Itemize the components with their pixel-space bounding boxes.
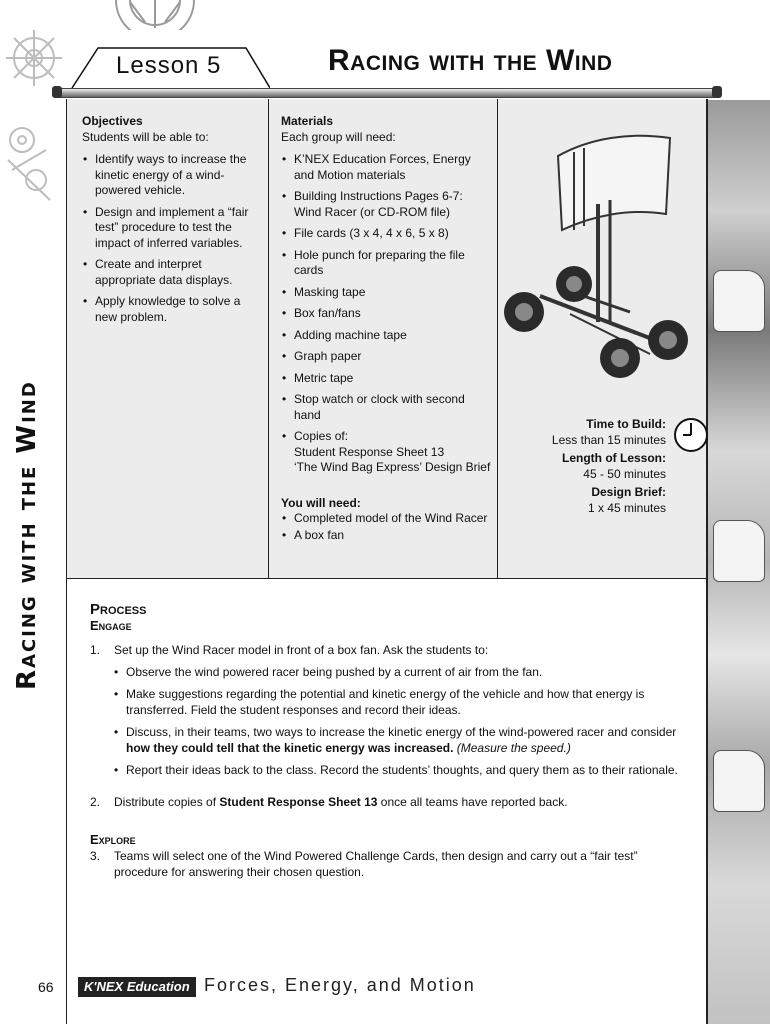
rod-end-right	[712, 86, 722, 98]
objectives-intro: Students will be able to:	[82, 129, 209, 144]
list-item: • Make suggestions regarding the potential and kinetic energy of the vehicle and how that energy is transferred. Field the student responses and record their ideas.	[114, 686, 690, 718]
list-item: • A box fan	[281, 528, 491, 544]
list-item: • File cards (3 x 4, 4 x 6, 5 x 8)	[281, 226, 491, 242]
list-item: • Identify ways to increase the kinetic energy of a wind-powered vehicle.	[82, 152, 262, 199]
process-heading: Process	[90, 601, 147, 618]
list-item: • Report their ideas back to the class. Record the students’ thoughts, and query them as to their rationale.	[114, 762, 690, 778]
design-brief-label: Design Brief:	[591, 485, 666, 499]
bullet-bold-text: how they could tell that the kinetic energy was increased.	[126, 741, 454, 755]
materials-intro: Each group will need:	[281, 129, 396, 144]
list-item: • Masking tape	[281, 285, 491, 301]
length-of-lesson-label: Length of Lesson:	[562, 451, 666, 465]
engage-heading: Engage	[90, 618, 132, 633]
race-car-photo-strip	[707, 100, 770, 1024]
length-of-lesson-value: 45 - 50 minutes	[583, 467, 666, 481]
objectives-heading: Objectives	[82, 114, 143, 128]
step-text: Teams will select one of the Wind Powered Challenge Cards, then design and carry out a “fair test” procedure for answering their chosen question.	[114, 849, 638, 879]
list-item: • Design and implement a “fair test” procedure to test the impact of inferred variables.	[82, 205, 262, 252]
step-1-bullets	[114, 664, 690, 778]
bullet-text: Discuss, in their teams, two ways to increase the kinetic energy of the wind-powered racer and consider	[126, 725, 677, 739]
process-section	[90, 602, 690, 880]
column-divider	[268, 99, 269, 579]
materials-section	[281, 114, 491, 544]
step-text: once all teams have reported back.	[377, 795, 568, 809]
clock-icon	[673, 417, 709, 453]
list-item: • Hole punch for preparing the file cards	[281, 248, 491, 279]
list-item: • Graph paper	[281, 349, 491, 365]
list-item: • Adding machine tape	[281, 328, 491, 344]
bullet-italic-text: (Measure the speed.)	[453, 741, 571, 755]
copies-line-2: ‘The Wind Bag Express’ Design Brief	[294, 460, 491, 474]
list-item: • Metric tape	[281, 371, 491, 387]
page-number: 66	[38, 979, 54, 995]
step-text: Set up the Wind Racer model in front of a box fan. Ask the students to:	[114, 643, 489, 657]
header-rod	[56, 88, 720, 98]
list-item: • Completed model of the Wind Racer	[281, 511, 491, 527]
step-number: 2.	[90, 795, 101, 809]
list-item-copies	[281, 429, 491, 476]
time-to-build-label: Time to Build:	[586, 417, 666, 431]
page-left-border	[66, 99, 67, 1024]
wheel-icon	[110, 0, 200, 30]
materials-heading: Materials	[281, 114, 334, 128]
copies-line-1: Student Response Sheet 13	[294, 444, 445, 459]
step-number: 1.	[90, 643, 101, 657]
lesson-label: Lesson 5	[116, 52, 222, 79]
time-to-build-value: Less than 15 minutes	[551, 433, 666, 447]
list-item: • Box fan/fans	[281, 306, 491, 322]
book-title: Forces, Energy, and Motion	[204, 975, 476, 995]
list-item: • Observe the wind powered racer being pushed by a current of air from the fan.	[114, 664, 690, 680]
list-item: • Create and interpret appropriate data displays.	[82, 257, 262, 288]
list-item: • Apply knowledge to solve a new problem.	[82, 294, 262, 325]
list-item: • Stop watch or clock with second hand	[281, 392, 491, 423]
timing-info	[552, 416, 666, 516]
page-right-border	[706, 579, 708, 1024]
rod-end-left	[52, 86, 62, 98]
objectives-section	[82, 114, 262, 331]
page-title: Racing with the Wind	[328, 44, 613, 77]
panel-bottom-border	[66, 578, 708, 579]
list-item	[114, 724, 690, 756]
you-will-need-heading: You will need:	[281, 495, 361, 510]
column-divider	[497, 99, 498, 579]
step-text: Distribute copies of	[114, 795, 220, 809]
design-brief-value: 1 x 45 minutes	[587, 501, 666, 515]
step-3	[90, 848, 690, 880]
list-item: • K’NEX Education Forces, Energy and Motion materials	[281, 152, 491, 183]
side-title: Racing with the Wind	[12, 380, 42, 690]
list-item: • Building Instructions Pages 6-7: Wind Racer (or CD-ROM file)	[281, 189, 491, 220]
step-bold-text: Student Response Sheet 13	[219, 795, 378, 809]
wind-racer-image	[500, 104, 704, 394]
objectives-list	[82, 152, 262, 325]
you-will-need-list	[281, 511, 491, 543]
knex-education-logo: K'NEX Education	[78, 977, 196, 997]
copies-label: Copies of:	[294, 429, 349, 443]
explore-heading: Explore	[90, 832, 136, 847]
materials-list	[281, 152, 491, 476]
step-number: 3.	[90, 849, 101, 863]
step-2	[90, 794, 690, 810]
step-1	[90, 642, 690, 778]
